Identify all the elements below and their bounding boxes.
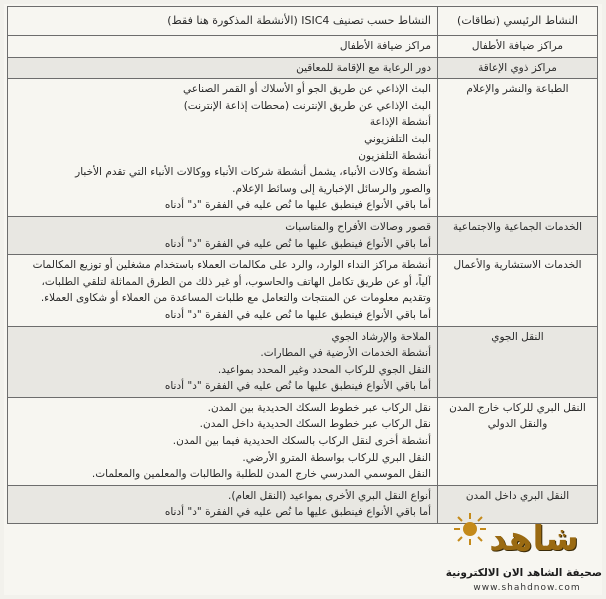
main-activity-cell: النقل البري للركاب خارج المدن والنقل الدولي [438, 397, 598, 485]
table-row [8, 57, 598, 79]
watermark-logo: شاهد [489, 519, 579, 559]
activity-line: أما باقي الأنواع فينطبق عليها ما نُص عليه في الفقرة "د" أدناه [164, 237, 431, 250]
activity-line: البث التلفزيوني [364, 132, 431, 145]
table-row [8, 79, 598, 217]
header-main-activity: النشاط الرئيسي (نطاقات) [438, 7, 598, 36]
activity-line: والصور والرسائل الإخبارية إلى وسائط الإعلام. [232, 182, 431, 195]
document-page [4, 4, 602, 595]
activity-line: النقل البري للركاب بواسطة المترو الأرضي. [242, 451, 431, 464]
main-activity-cell: مراكز ذوي الإعاقة [438, 57, 598, 79]
activity-line: النقل الجوي للركاب المحدد وغير المحدد بمواعيد. [217, 363, 431, 376]
table-row [8, 36, 598, 58]
isic-activities-cell [8, 36, 438, 58]
activity-line: نقل الركاب عبر خطوط السكك الحديدية بين المدن. [207, 401, 431, 414]
activity-line: قصور وصالات الأفراح والمناسبات [285, 220, 431, 233]
isic-activities-cell [8, 397, 438, 485]
watermark-site-name: صحيفة الشاهد الان الالكترونية [445, 567, 602, 579]
activity-line: أنشطة أخرى لنقل الركاب بالسكك الحديدية فيما بين المدن. [172, 435, 431, 448]
activity-line: أنشطة مراكز النداء الوارد، والرد على مكالمات العملاء باستخدام مشغلين أو توزيع المكالمات [32, 259, 431, 272]
main-activity-cell: الخدمات الاستشارية والأعمال [438, 255, 598, 326]
activity-line: أما باقي الأنواع فينطبق عليها ما نُص عليه في الفقرة "د" أدناه [164, 380, 431, 393]
isic-activities-cell [8, 326, 438, 397]
activity-line: النقل الموسمي المدرسي خارج المدن للطلبة والطالبات والمعلمين والمعلمات. [91, 468, 431, 481]
activity-line: الملاحة والإرشاد الجوي [331, 330, 431, 343]
main-activity-cell: النقل الجوي [438, 326, 598, 397]
main-activity-cell: الطباعة والنشر والإعلام [438, 79, 598, 217]
isic-activities-cell [8, 255, 438, 326]
activity-line: دور الرعاية مع الإقامة للمعاقين [296, 61, 431, 74]
activity-line: مراكز ضيافة الأطفال [339, 40, 431, 52]
activity-line: أما باقي الأنواع فينطبق عليها ما نُص عليه في الفقرة "د" أدناه [164, 308, 431, 321]
table-body [8, 36, 598, 524]
main-activity-cell: النقل البري داخل المدن [438, 485, 598, 523]
table-row [8, 216, 598, 254]
activity-line: أنشطة التلفزيون [358, 149, 431, 162]
isic-activities-cell [8, 79, 438, 217]
activity-line: أنشطة الإذاعة [369, 116, 431, 129]
table-row [8, 255, 598, 326]
isic-activities-cell [8, 57, 438, 79]
main-activity-cell: مراكز ضيافة الأطفال [438, 36, 598, 58]
activity-line: أنواع النقل البري الأخرى بمواعيد (النقل العام). [228, 489, 431, 502]
activity-line: أنشطة الخدمات الأرضية في المطارات. [260, 347, 431, 360]
isic-activities-cell [8, 216, 438, 254]
main-activity-cell: الخدمات الجماعية والاجتماعية [438, 216, 598, 254]
activity-line: أنشطة وكالات الأنباء، يشمل أنشطة شركات الأنباء ووكالات الأنباء التي تقدم الأخبار [75, 166, 431, 179]
header-isic-activities: النشاط حسب تصنيف ISIC4 (الأنشطة المذكورة هنا فقط) [8, 7, 438, 36]
activity-line: آلياً، أو عن طريق تكامل الهاتف والحاسوب، أو غير ذلك من الطرق المماثلة لتلقي الطلبات، [41, 275, 431, 288]
activity-line: أما باقي الأنواع فينطبق عليها ما نُص عليه في الفقرة "د" أدناه [164, 199, 431, 212]
activity-line: أما باقي الأنواع فينطبق عليها ما نُص عليه في الفقرة "د" أدناه [164, 506, 431, 519]
isic-activities-cell [8, 485, 438, 523]
activity-line: البث الإذاعي عن طريق الإنترنت (محطات إذاعة الإنترنت) [183, 99, 431, 112]
activity-line: البث الإذاعي عن طريق الجو أو الأسلاك أو القمر الصناعي [182, 83, 431, 96]
table-row [8, 326, 598, 397]
table-row [8, 397, 598, 485]
table-row [8, 485, 598, 523]
table-header-row [8, 7, 598, 36]
isic-activity-table [7, 6, 598, 524]
activity-line: نقل الركاب عبر خطوط السكك الحديدية داخل المدن. [199, 418, 431, 431]
watermark-url: www.shahdnow.com [473, 583, 581, 593]
activity-line: وتقديم معلومات عن المنتجات والتعامل مع طلبات المساعدة من العملاء أو شكاوى العملاء. [40, 292, 431, 305]
